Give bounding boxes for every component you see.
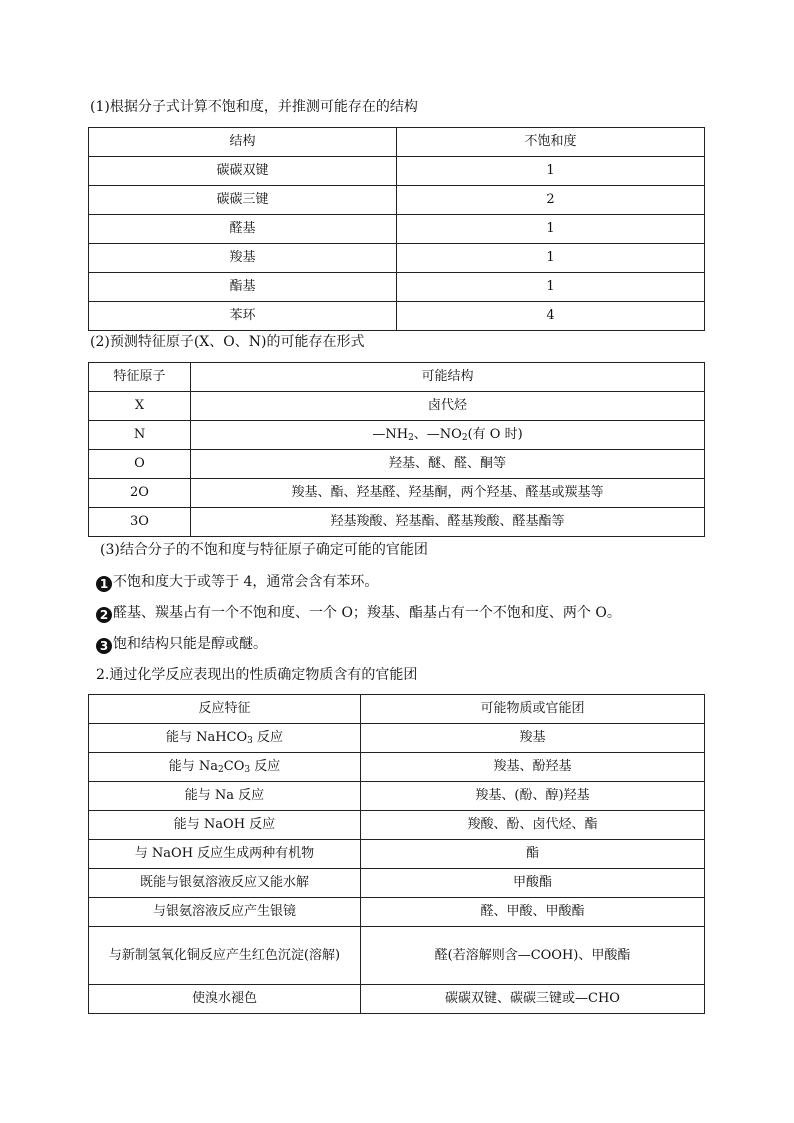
table-cell: 酯基 xyxy=(89,273,397,302)
table-cell: 能与 NaOH 反应 xyxy=(89,811,361,840)
table-cell: 能与 Na 反应 xyxy=(89,782,361,811)
table-row xyxy=(89,753,705,782)
table-cell: 甲酸酯 xyxy=(361,869,705,898)
point-item xyxy=(96,603,621,623)
formula-text: 、—NO xyxy=(413,427,462,442)
formula-subscript: 2 xyxy=(408,433,414,443)
table-cell: 1 xyxy=(397,244,705,273)
column-header: 可能结构 xyxy=(191,363,705,392)
table-cell: 碳碳三键 xyxy=(89,186,397,215)
table-cell xyxy=(89,724,361,753)
table-cell xyxy=(89,753,361,782)
table-cell: 羟基、醚、醛、酮等 xyxy=(191,450,705,479)
formula-text: 能与 Na xyxy=(168,759,219,774)
point-text: 醛基、羰基占有一个不饱和度、一个 O；羧基、酯基占有一个不饱和度、两个 O。 xyxy=(113,605,621,621)
table-row xyxy=(89,421,705,450)
table-cell: 1 xyxy=(397,215,705,244)
table-row xyxy=(89,985,705,1014)
formula-text: (有 O 时) xyxy=(467,427,523,442)
formula-text: 反应 xyxy=(250,759,281,774)
formula-text: —NH xyxy=(372,427,409,442)
table-cell: 碳碳双键 xyxy=(89,157,397,186)
table-cell: 1 xyxy=(397,157,705,186)
formula-subscript: 3 xyxy=(244,765,251,775)
table-cell: 醛(若溶解则含—COOH)、甲酸酯 xyxy=(361,927,705,985)
table-cell: 醛基 xyxy=(89,215,397,244)
table-cell: 羧基 xyxy=(89,244,397,273)
table-row xyxy=(89,869,705,898)
table-header-row xyxy=(89,695,705,724)
table-cell: 苯环 xyxy=(89,302,397,331)
unsaturation-table xyxy=(88,127,705,331)
formula-subscript: 3 xyxy=(247,736,253,746)
formula-text: CO xyxy=(223,759,245,774)
formula-text: 反应 xyxy=(252,730,284,745)
table-cell: O xyxy=(89,450,191,479)
circled-number: 2 xyxy=(96,607,112,623)
table-header-row xyxy=(89,128,705,157)
table-row xyxy=(89,157,705,186)
table-cell: 卤代烃 xyxy=(191,392,705,421)
table-cell: 碳碳双键、碳碳三键或—CHO xyxy=(361,985,705,1014)
formula-text: 能与 NaHCO xyxy=(165,730,248,745)
table-row xyxy=(89,244,705,273)
table-cell: 羧基 xyxy=(361,724,705,753)
table-cell: 羧基、酯、羟基醛、羟基酮，两个羟基、醛基或羰基等 xyxy=(191,479,705,508)
table-cell xyxy=(191,421,705,450)
table-row xyxy=(89,302,705,331)
table-cell: 使溴水褪色 xyxy=(89,985,361,1014)
table-cell: 与新制氢氧化铜反应产生红色沉淀(溶解) xyxy=(89,927,361,985)
column-header: 反应特征 xyxy=(89,695,361,724)
table-cell: 酯 xyxy=(361,840,705,869)
table-row xyxy=(89,508,705,537)
column-header: 不饱和度 xyxy=(397,128,705,157)
section3-heading: (3)结合分子的不饱和度与特征原子确定可能的官能团 xyxy=(100,542,428,558)
point-item xyxy=(96,634,267,654)
table-cell: N xyxy=(89,421,191,450)
circled-number: 1 xyxy=(96,576,112,592)
table-cell: 与 NaOH 反应生成两种有机物 xyxy=(89,840,361,869)
table-cell: 既能与银氨溶液反应又能水解 xyxy=(89,869,361,898)
point-item xyxy=(96,572,378,592)
table-cell: 醛、甲酸、甲酸酯 xyxy=(361,898,705,927)
point-text: 不饱和度大于或等于 4，通常会含有苯环。 xyxy=(113,574,379,590)
circled-number: 3 xyxy=(96,638,112,654)
table-header-row xyxy=(89,363,705,392)
table-cell: 1 xyxy=(397,273,705,302)
table-cell: 羧基、酚羟基 xyxy=(361,753,705,782)
table-cell: 2O xyxy=(89,479,191,508)
table-cell: X xyxy=(89,392,191,421)
column-header: 可能物质或官能团 xyxy=(361,695,705,724)
table-row xyxy=(89,811,705,840)
point-text: 饱和结构只能是醇或醚。 xyxy=(113,636,267,652)
table-cell: 羧基、(酚、醇)羟基 xyxy=(361,782,705,811)
table-cell: 4 xyxy=(397,302,705,331)
table-row xyxy=(89,724,705,753)
table-row xyxy=(89,215,705,244)
table-row xyxy=(89,392,705,421)
table-cell: 羟基羧酸、羟基酯、醛基羧酸、醛基酯等 xyxy=(191,508,705,537)
section4-heading: 2.通过化学反应表现出的性质确定物质含有的官能团 xyxy=(96,667,418,683)
table-row xyxy=(89,840,705,869)
column-header: 结构 xyxy=(89,128,397,157)
table-cell: 2 xyxy=(397,186,705,215)
table-cell: 羧酸、酚、卤代烃、酯 xyxy=(361,811,705,840)
atom-forms-table xyxy=(88,362,705,537)
table-row xyxy=(89,186,705,215)
table-row xyxy=(89,479,705,508)
formula-subscript: 2 xyxy=(461,433,468,443)
reaction-table xyxy=(88,694,705,1014)
table-row xyxy=(89,273,705,302)
section2-heading: (2)预测特征原子(X、O、N)的可能存在形式 xyxy=(90,334,365,350)
section1-heading: (1)根据分子式计算不饱和度，并推测可能存在的结构 xyxy=(90,99,418,115)
column-header: 特征原子 xyxy=(89,363,191,392)
table-row xyxy=(89,898,705,927)
formula-subscript: 2 xyxy=(218,765,224,775)
table-row xyxy=(89,450,705,479)
table-cell: 与银氨溶液反应产生银镜 xyxy=(89,898,361,927)
table-row xyxy=(89,927,705,985)
table-row xyxy=(89,782,705,811)
table-cell: 3O xyxy=(89,508,191,537)
